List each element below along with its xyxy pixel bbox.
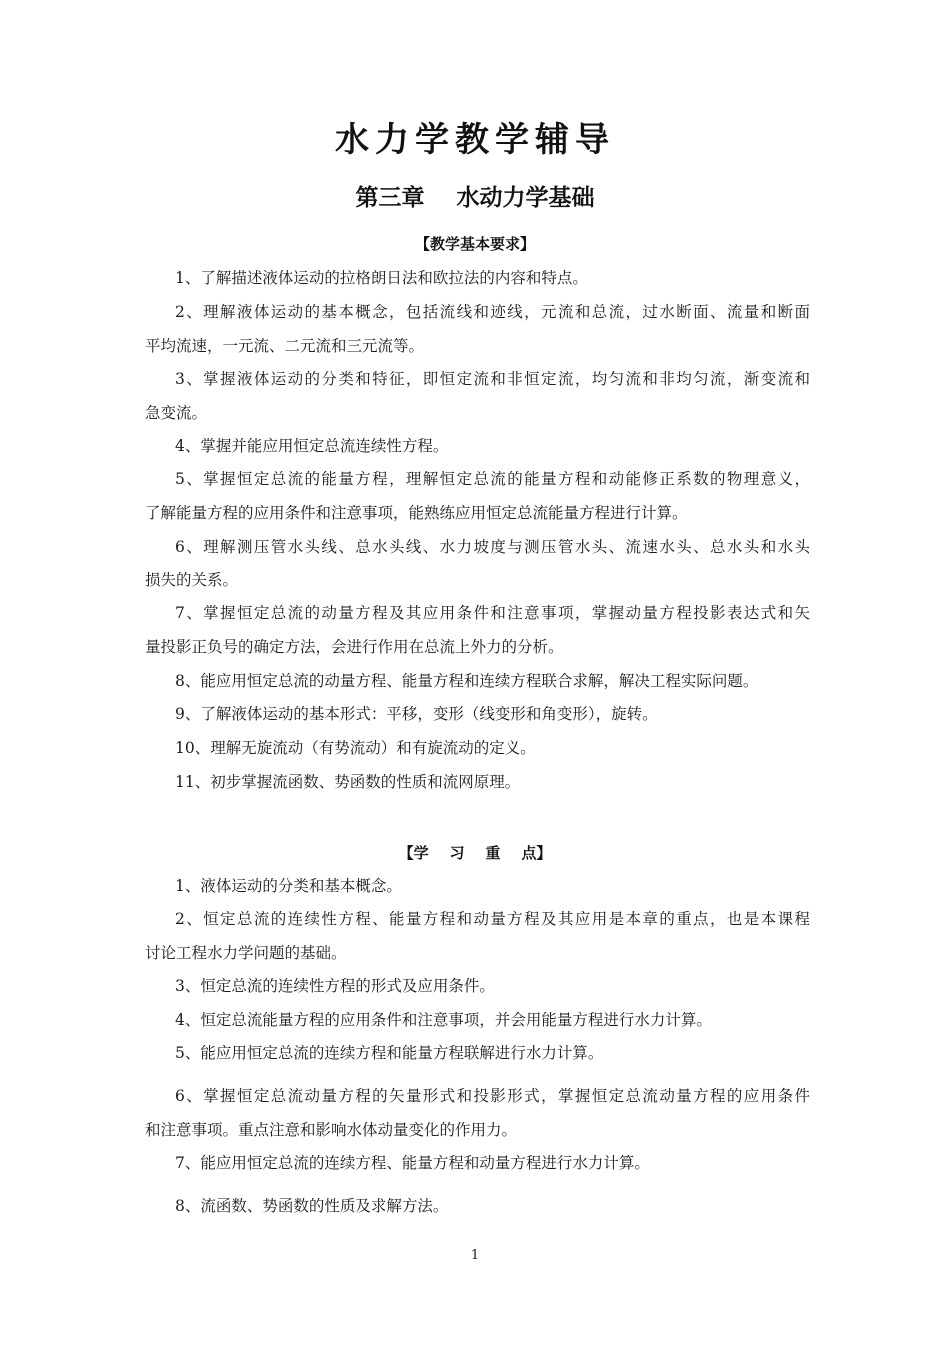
document-title: 水力学教学辅导 — [335, 120, 615, 160]
key-points-line: 5、能应用恒定总流的连续方程和能量方程联解进行水力计算。 — [175, 1044, 604, 1062]
requirements-line: 5、掌握恒定总流的能量方程，理解恒定总流的能量方程和动能修正系数的物理意义， — [175, 470, 810, 488]
key-points-line: 讨论工程水力学问题的基础。 — [145, 944, 347, 962]
key-points-line: 和注意事项。重点注意和影响水体动量变化的作用力。 — [145, 1121, 518, 1139]
key-points-line: 2、恒定总流的连续性方程、能量方程和动量方程及其应用是本章的重点，也是本课程 — [175, 910, 810, 928]
requirements-line: 4、掌握并能应用恒定总流连续性方程。 — [175, 437, 449, 455]
key-points-line: 8、流函数、势函数的性质及求解方法。 — [175, 1197, 449, 1215]
key-points-line: 4、恒定总流能量方程的应用条件和注意事项，并会用能量方程进行水力计算。 — [175, 1011, 712, 1029]
requirements-line: 损失的关系。 — [145, 571, 239, 589]
requirements-line: 平均流速，一元流、二元流和三元流等。 — [145, 337, 425, 355]
requirements-line: 7、掌握恒定总流的动量方程及其应用条件和注意事项，掌握动量方程投影表达式和矢 — [175, 604, 810, 622]
requirements-line: 3、掌握液体运动的分类和特征，即恒定流和非恒定流，均匀流和非均匀流，渐变流和 — [175, 370, 810, 388]
requirements-line: 1、了解描述液体运动的拉格朗日法和欧拉法的内容和特点。 — [175, 269, 588, 287]
key-points-line: 1、液体运动的分类和基本概念。 — [175, 877, 402, 895]
requirements-line: 了解能量方程的应用条件和注意事项，能熟练应用恒定总流能量方程进行计算。 — [145, 504, 688, 522]
requirements-line: 量投影正负号的确定方法，会进行作用在总流上外力的分析。 — [145, 638, 564, 656]
requirements-line: 急变流。 — [145, 404, 208, 422]
requirements-line: 6、理解测压管水头线、总水头线、水力坡度与测压管水头、流速水头、总水头和水头 — [175, 538, 810, 556]
key-points-line: 3、恒定总流的连续性方程的形式及应用条件。 — [175, 977, 495, 995]
requirements-line: 8、能应用恒定总流的动量方程、能量方程和连续方程联合求解，解决工程实际问题。 — [175, 672, 759, 690]
requirements-line: 10、理解无旋流动（有势流动）和有旋流动的定义。 — [175, 739, 536, 757]
page-number: 1 — [470, 1248, 480, 1263]
requirements-heading: 【教学基本要求】 — [414, 235, 535, 253]
key-points-heading: 【学 习 重 点】 — [398, 844, 552, 862]
key-points-line: 7、能应用恒定总流的连续方程、能量方程和动量方程进行水力计算。 — [175, 1154, 650, 1172]
requirements-line: 11、初步掌握流函数、势函数的性质和流网原理。 — [175, 773, 521, 791]
chapter-title: 第三章 水动力学基础 — [355, 185, 595, 211]
requirements-line: 9、了解液体运动的基本形式：平移，变形（线变形和角变形），旋转。 — [175, 705, 658, 723]
requirements-line: 2、理解液体运动的基本概念，包括流线和迹线，元流和总流，过水断面、流量和断面 — [175, 303, 810, 321]
key-points-line: 6、掌握恒定总流动量方程的矢量形式和投影形式，掌握恒定总流动量方程的应用条件 — [175, 1087, 810, 1105]
